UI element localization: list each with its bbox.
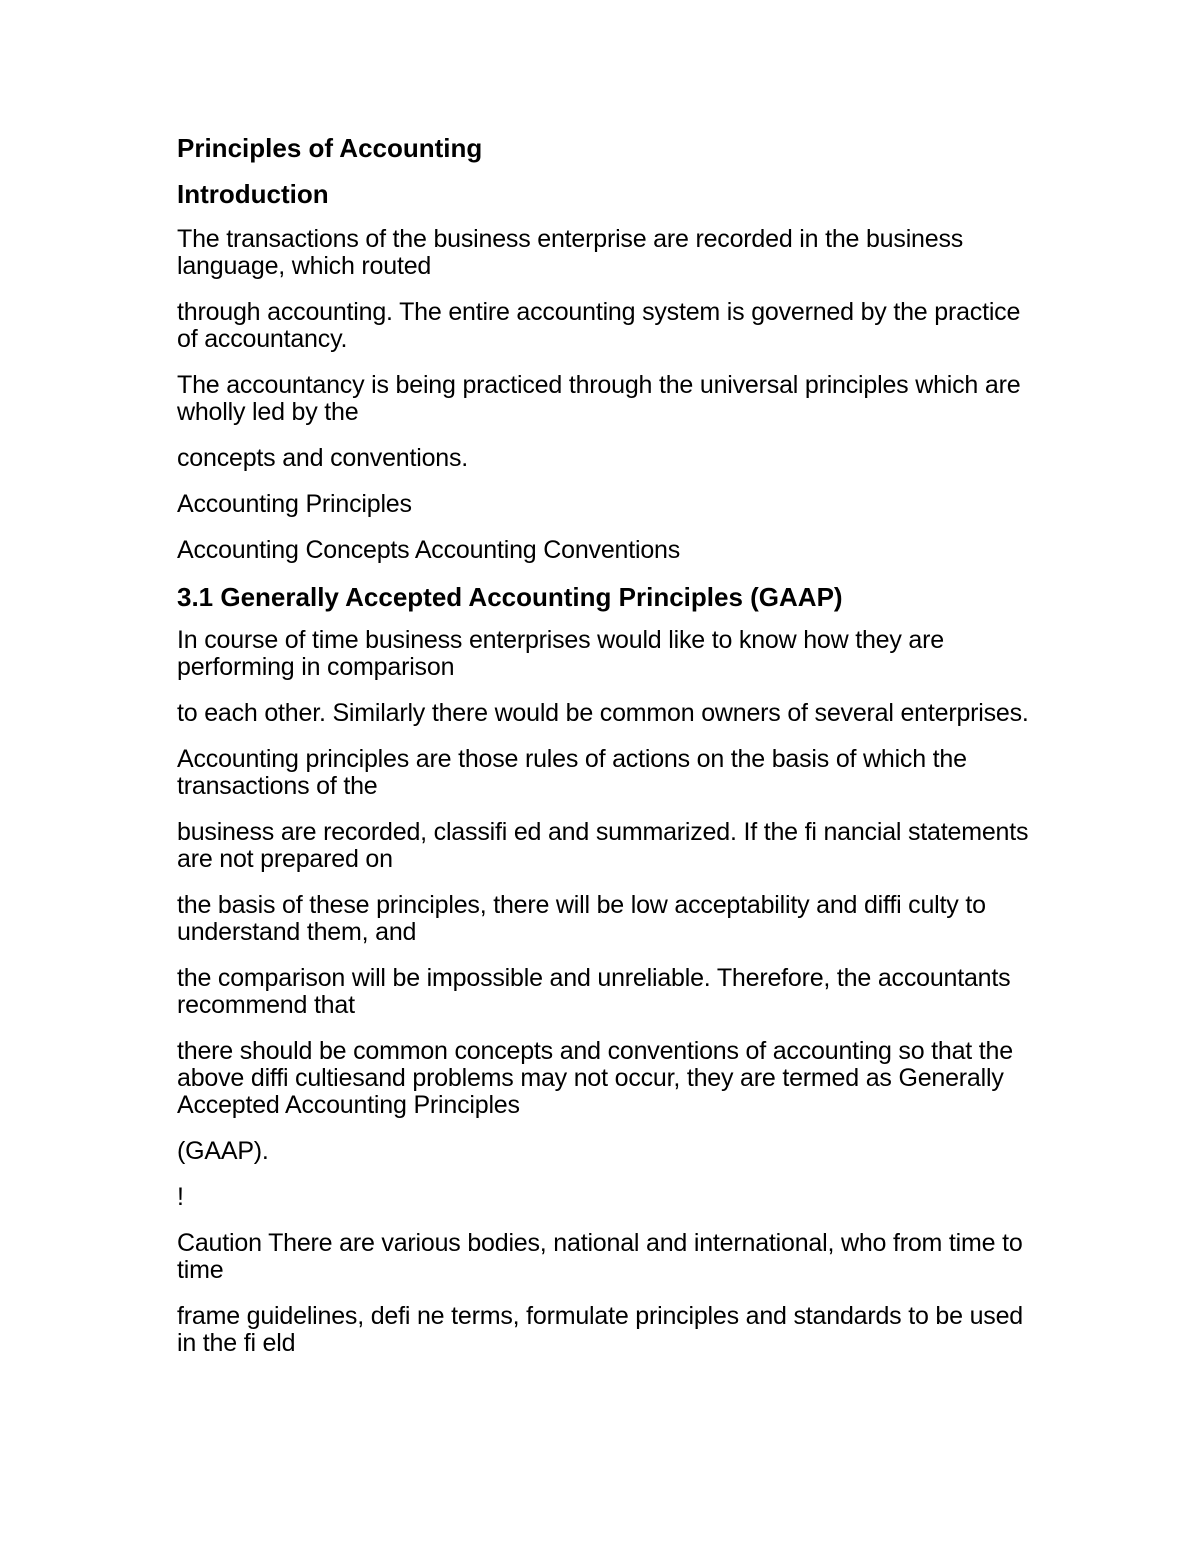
paragraph: (GAAP). bbox=[177, 1137, 269, 1165]
document-body bbox=[177, 134, 1047, 1376]
paragraph: there should be common concepts and conventions of accounting so that the above diffi cultiesand problems may not occur, they are termed as Generally Accepted Accounting Principles bbox=[177, 1037, 1013, 1119]
paragraph: The accountancy is being practiced through the universal principles which are wholly led by the bbox=[177, 371, 1021, 426]
document-title: Principles of Accounting bbox=[177, 133, 483, 163]
paragraph: the basis of these principles, there will be low acceptability and diffi culty to understand them, and bbox=[177, 891, 986, 946]
paragraph: Caution There are various bodies, national and international, who from time to time bbox=[177, 1229, 1023, 1284]
paragraph: to each other. Similarly there would be common owners of several enterprises. bbox=[177, 699, 1029, 727]
paragraph: In course of time business enterprises would like to know how they are performing in comparison bbox=[177, 626, 944, 681]
paragraph: frame guidelines, defi ne terms, formulate principles and standards to be used in the fi eld bbox=[177, 1302, 1023, 1357]
caution-mark: ! bbox=[177, 1183, 184, 1211]
paragraph: concepts and conventions. bbox=[177, 444, 469, 472]
paragraph: through accounting. The entire accounting system is governed by the practice of accountancy. bbox=[177, 298, 1021, 353]
paragraph: Accounting Concepts Accounting Conventions bbox=[177, 536, 681, 564]
paragraph: business are recorded, classifi ed and summarized. If the fi nancial statements are not prepared on bbox=[177, 818, 1029, 873]
paragraph: the comparison will be impossible and unreliable. Therefore, the accountants recommend that bbox=[177, 964, 1011, 1019]
paragraph: The transactions of the business enterprise are recorded in the business language, which routed bbox=[177, 225, 964, 280]
paragraph: Accounting Principles bbox=[177, 490, 412, 518]
section-heading-introduction: Introduction bbox=[177, 179, 329, 209]
paragraph: Accounting principles are those rules of actions on the basis of which the transactions of the bbox=[177, 745, 967, 800]
section-heading-gaap: 3.1 Generally Accepted Accounting Principles (GAAP) bbox=[177, 582, 843, 612]
